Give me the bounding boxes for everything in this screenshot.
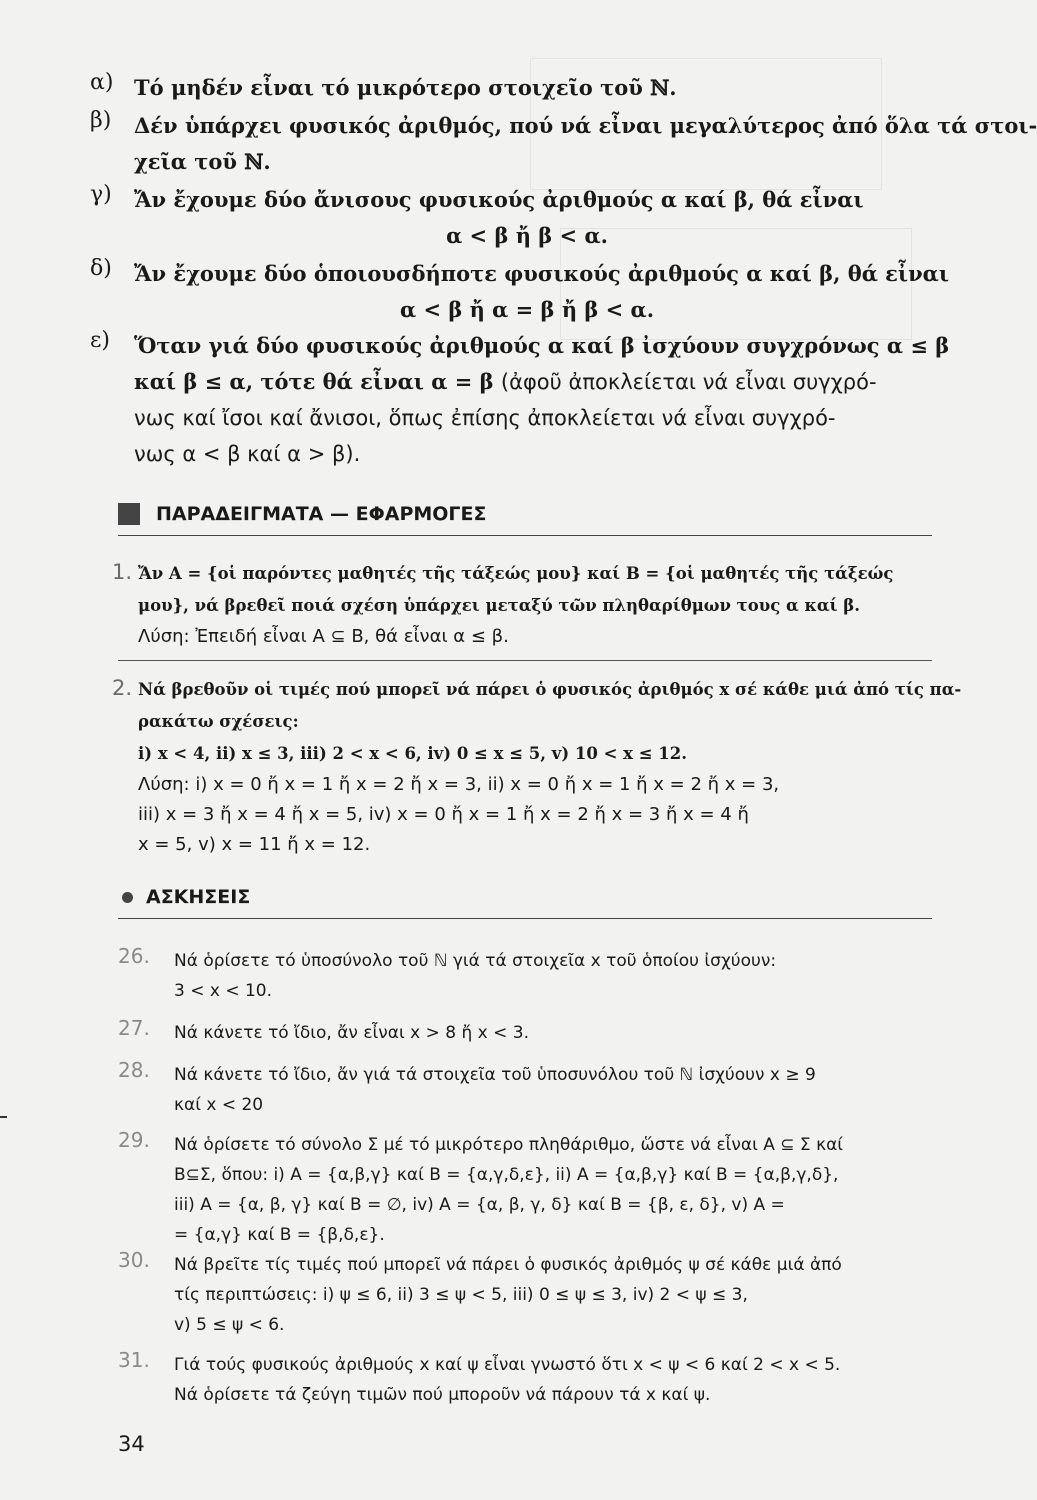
exercise-30 bbox=[118, 1248, 934, 1342]
exercise-text: Νά κάνετε τό ἴδιο, ἄν γιά τά στοιχεῖα τοῦ ὑποσυνόλου τοῦ ℕ ἰσχύουν x ≥ 9 bbox=[174, 1065, 816, 1085]
exercise-text: καί x < 20 bbox=[174, 1095, 264, 1115]
exercise-text: iii) Α = {α, β, γ} καί Β = ∅, iv) Α = {α, β, γ, δ} καί Β = {β, ε, δ}, v) Α = bbox=[174, 1195, 785, 1215]
exercise-text: Νά κάνετε τό ἴδιο, ἄν εἶναι x > 8 ἤ x < 3. bbox=[174, 1023, 529, 1043]
exercise-text: Νά ὁρίσετε τό ὑποσύνολο τοῦ ℕ γιά τά στοιχεῖα x τοῦ ὁποίου ἰσχύουν: bbox=[174, 951, 777, 971]
definition-formula: α < β ἤ β < α. bbox=[446, 223, 608, 248]
definition-delta bbox=[90, 256, 949, 332]
page-number: 34 bbox=[118, 1432, 145, 1456]
exercise-26 bbox=[118, 944, 934, 1008]
example-text: i) x < 4, ii) x ≤ 3, iii) 2 < x < 6, iv) 0 ≤ x ≤ 5, v) 10 < x ≤ 12. bbox=[138, 744, 688, 763]
example-text: Ἄν Α = {οἱ παρόντες μαθητές τῆς τάξεώς μου} καί Β = {οἱ μαθητές τῆς τάξεώς bbox=[138, 564, 894, 583]
exercises-heading-text: ΑΣΚΗΣΕΙΣ bbox=[146, 886, 251, 908]
definition-text: Ἄν ἔχουμε δύο ἄνισους φυσικούς ἀριθμούς α καί β, θά εἶναι bbox=[134, 187, 864, 212]
definition-alpha bbox=[90, 70, 920, 110]
example-text: Νά βρεθοῦν οἱ τιμές πού μπορεῖ νά πάρει ὁ φυσικός ἀριθμός x σέ κάθε μιά ἀπό τίς πα- bbox=[138, 680, 962, 699]
example-number: 2. bbox=[112, 676, 133, 700]
exercise-text: = {α,γ} καί Β = {β,δ,ε}. bbox=[174, 1225, 385, 1245]
exercise-text: 3 < x < 10. bbox=[174, 981, 273, 1001]
example-text: ρακάτω σχέσεις: bbox=[138, 712, 299, 731]
definition-epsilon bbox=[90, 328, 950, 468]
example-2 bbox=[112, 674, 962, 855]
exercise-number: 30. bbox=[118, 1248, 150, 1272]
margin-mark bbox=[0, 1116, 7, 1118]
exercise-text: Νά βρεῖτε τίς τιμές πού μπορεῖ νά πάρει ὁ φυσικός ἀριθμός ψ σέ κάθε μιά ἀπό bbox=[174, 1255, 842, 1275]
definition-label: α) bbox=[90, 70, 114, 95]
example-solution: Λύση: i) x = 0 ἤ x = 1 ἤ x = 2 ἤ x = 3, ii) x = 0 ἤ x = 1 ἤ x = 2 ἤ x = 3, bbox=[138, 774, 780, 795]
example-text: μου}, νά βρεθεῖ ποιά σχέση ὑπάρχει μεταξύ τῶν πληθαρίθμων τους α καί β. bbox=[138, 596, 860, 615]
definition-text: Δέν ὑπάρχει φυσικός ἀριθμός, πού νά εἶναι μεγαλύτερος ἀπό ὅλα τά στοι- bbox=[134, 113, 1037, 138]
example-1 bbox=[112, 558, 932, 658]
exercise-number: 26. bbox=[118, 944, 150, 968]
definition-text: Ὅταν γιά δύο φυσικούς ἀριθμούς α καί β ἰσχύουν συγχρόνως α ≤ β bbox=[134, 333, 950, 358]
definition-label: γ) bbox=[90, 182, 112, 207]
round-bullet-icon bbox=[122, 892, 133, 903]
definition-text: καί β ≤ α, τότε θά εἶναι α = β bbox=[134, 369, 494, 394]
definition-beta bbox=[90, 108, 1037, 184]
exercise-number: 31. bbox=[118, 1348, 150, 1372]
definition-text: Τό μηδέν εἶναι τό μικρότερο στοιχεῖο τοῦ ℕ. bbox=[134, 75, 677, 100]
definition-text: Ἄν ἔχουμε δύο ὁποιουσδήποτε φυσικούς ἀριθμούς α καί β, θά εἶναι bbox=[134, 261, 949, 286]
examples-heading-text: ΠΑΡΑΔΕΙΓΜΑΤΑ — ΕΦΑΡΜΟΓΕΣ bbox=[156, 503, 487, 525]
definition-text: χεῖα τοῦ ℕ. bbox=[134, 149, 271, 174]
definition-label: β) bbox=[90, 108, 112, 133]
definition-label: ε) bbox=[90, 328, 110, 353]
exercise-text: τίς περιπτώσεις: i) ψ ≤ 6, ii) 3 ≤ ψ < 5, iii) 0 ≤ ψ ≤ 3, iv) 2 < ψ ≤ 3, bbox=[174, 1285, 748, 1305]
exercise-number: 29. bbox=[118, 1128, 150, 1152]
definition-text: νως α < β καί α > β). bbox=[134, 442, 361, 466]
exercise-28 bbox=[118, 1058, 934, 1122]
example-solution: Λύση: Ἐπειδή εἶναι Α ⊆ Β, θά εἶναι α ≤ β. bbox=[138, 626, 509, 647]
exercise-31 bbox=[118, 1348, 934, 1412]
example-number: 1. bbox=[112, 560, 133, 584]
exercise-text: Νά ὁρίσετε τά ζεύγη τιμῶν πού μποροῦν νά πάρουν τά x καί ψ. bbox=[174, 1385, 711, 1405]
definition-formula: α < β ἤ α = β ἤ β < α. bbox=[399, 297, 655, 322]
example-solution: x = 5, v) x = 11 ἤ x = 12. bbox=[138, 834, 371, 855]
exercise-text: Γιά τούς φυσικούς ἀριθμούς x καί ψ εἶναι γνωστό ὅτι x < ψ < 6 καί 2 < x < 5. bbox=[174, 1355, 841, 1375]
definition-label: δ) bbox=[90, 256, 112, 281]
definition-gamma bbox=[90, 182, 920, 258]
exercise-text: v) 5 ≤ ψ < 6. bbox=[174, 1315, 285, 1335]
exercise-text: Νά ὁρίσετε τό σύνολο Σ μέ τό μικρότερο πληθάριθμο, ὥστε νά εἶναι Α ⊆ Σ καί bbox=[174, 1135, 844, 1155]
example-solution: iii) x = 3 ἤ x = 4 ἤ x = 5, iv) x = 0 ἤ x = 1 ἤ x = 2 ἤ x = 3 ἤ x = 4 ἤ bbox=[138, 804, 749, 825]
exercise-27 bbox=[118, 1016, 934, 1050]
exercise-29 bbox=[118, 1128, 934, 1252]
definition-text: νως καί ἴσοι καί ἄνισοι, ὅπως ἐπίσης ἀποκλείεται νά εἶναι συγχρό- bbox=[134, 406, 836, 430]
examples-heading bbox=[118, 495, 932, 536]
exercise-number: 27. bbox=[118, 1016, 150, 1040]
divider bbox=[118, 660, 932, 661]
definition-text: (ἀφοῦ ἀποκλείεται νά εἶναι συγχρό- bbox=[500, 370, 877, 394]
exercises-heading bbox=[118, 878, 932, 919]
exercise-text: Β⊆Σ, ὅπου: i) Α = {α,β,γ} καί Β = {α,γ,δ,ε}, ii) Α = {α,β,γ} καί Β = {α,β,γ,δ}, bbox=[174, 1165, 839, 1185]
exercise-number: 28. bbox=[118, 1058, 150, 1082]
square-bullet-icon bbox=[118, 503, 140, 525]
